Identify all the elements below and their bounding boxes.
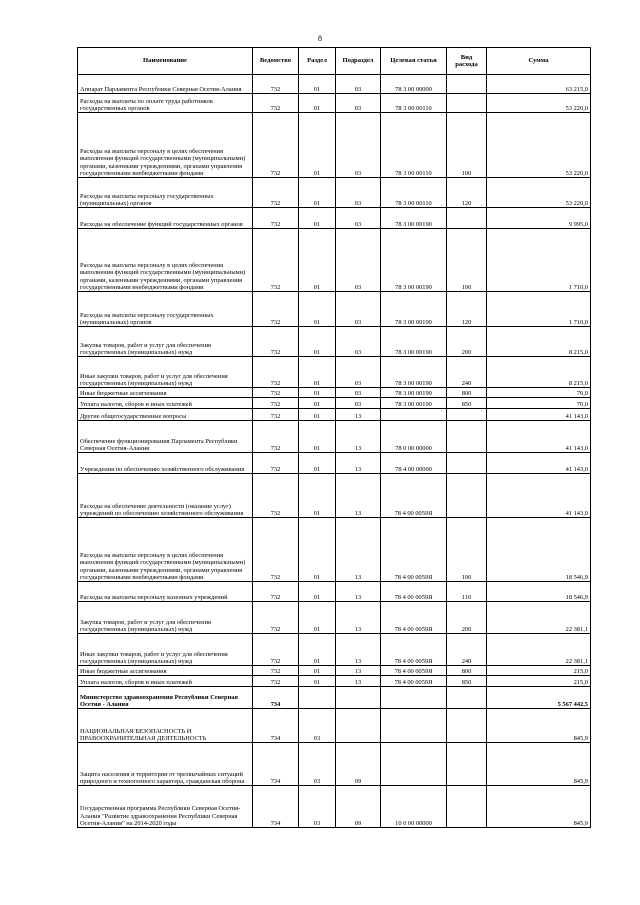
cell-razdel: 01 — [299, 229, 336, 292]
cell-summa: 8 215,0 — [487, 357, 591, 388]
cell-vid-raskhoda: 800 — [447, 666, 487, 676]
cell-podrazdel: 03 — [336, 94, 381, 113]
cell-podrazdel: 03 — [336, 327, 381, 357]
cell-celevaya-statya: 78 3 00 00190 — [381, 398, 447, 409]
cell-razdel: 01 — [299, 421, 336, 453]
cell-celevaya-statya: 78 3 00 00000 — [381, 75, 447, 94]
cell-vedomstvo: 732 — [253, 398, 299, 409]
cell-vedomstvo: 732 — [253, 75, 299, 94]
cell-vid-raskhoda: 100 — [447, 518, 487, 582]
cell-vid-raskhoda — [447, 421, 487, 453]
cell-name: Расходы на обеспечение функций государственных органов — [78, 208, 253, 229]
cell-celevaya-statya — [381, 687, 447, 709]
cell-celevaya-statya: 78 4 00 0059Я — [381, 602, 447, 634]
table-row — [78, 709, 591, 743]
cell-razdel: 01 — [299, 666, 336, 676]
cell-name: Министерство здравоохранения Республики Северная Осетия - Алания — [78, 687, 253, 709]
table-row — [78, 743, 591, 786]
cell-vedomstvo: 732 — [253, 327, 299, 357]
cell-podrazdel: 13 — [336, 602, 381, 634]
cell-vedomstvo: 732 — [253, 666, 299, 676]
cell-summa: 9 995,0 — [487, 208, 591, 229]
table-row — [78, 786, 591, 828]
table-body — [78, 75, 591, 828]
cell-razdel: 03 — [299, 743, 336, 786]
cell-celevaya-statya: 78 4 00 0059Я — [381, 582, 447, 602]
cell-podrazdel: 13 — [336, 582, 381, 602]
header-celevaya-statya: Целевая статья — [381, 48, 447, 75]
table-row — [78, 292, 591, 327]
cell-summa: 18 546,9 — [487, 582, 591, 602]
cell-vedomstvo: 732 — [253, 421, 299, 453]
cell-vedomstvo: 732 — [253, 94, 299, 113]
cell-name: Расходы на выплаты персоналу в целях обеспечения выполнения функций государственными (муниципальными) органами, казенными учреждениями, органами управления государственными внебюджетными фондами — [78, 113, 253, 178]
cell-summa: 41 143,0 — [487, 421, 591, 453]
cell-summa: 53 220,0 — [487, 113, 591, 178]
cell-vid-raskhoda: 200 — [447, 602, 487, 634]
cell-razdel: 01 — [299, 398, 336, 409]
cell-name: Закупка товаров, работ и услуг для обеспечения государственных (муниципальных) нужд — [78, 602, 253, 634]
cell-summa: 70,0 — [487, 398, 591, 409]
cell-summa: 53 220,0 — [487, 178, 591, 208]
cell-name: Обеспечение функционирования Парламента Республики Северная Осетия-Алания — [78, 421, 253, 453]
table-row — [78, 388, 591, 398]
cell-razdel: 01 — [299, 409, 336, 421]
cell-vid-raskhoda — [447, 94, 487, 113]
cell-razdel: 01 — [299, 357, 336, 388]
header-podrazdel: Подраздел — [336, 48, 381, 75]
table-row — [78, 113, 591, 178]
table-row — [78, 398, 591, 409]
cell-vedomstvo: 732 — [253, 582, 299, 602]
table-row — [78, 582, 591, 602]
table-row — [78, 75, 591, 94]
cell-vedomstvo: 732 — [253, 113, 299, 178]
cell-celevaya-statya: 78 3 00 00190 — [381, 292, 447, 327]
cell-razdel: 01 — [299, 474, 336, 518]
cell-summa: 41 143,0 — [487, 453, 591, 474]
cell-vid-raskhoda: 850 — [447, 676, 487, 687]
cell-vid-raskhoda — [447, 208, 487, 229]
cell-vid-raskhoda: 200 — [447, 327, 487, 357]
header-name: Наименование — [78, 48, 253, 75]
table-row — [78, 94, 591, 113]
cell-vid-raskhoda — [447, 75, 487, 94]
cell-vedomstvo: 732 — [253, 178, 299, 208]
cell-summa: 41 143,0 — [487, 409, 591, 421]
cell-podrazdel: 13 — [336, 474, 381, 518]
cell-vid-raskhoda: 850 — [447, 398, 487, 409]
cell-summa: 70,0 — [487, 388, 591, 398]
cell-vid-raskhoda — [447, 453, 487, 474]
cell-podrazdel: 03 — [336, 292, 381, 327]
cell-podrazdel — [336, 687, 381, 709]
cell-summa: 22 381,1 — [487, 634, 591, 666]
table-header-row — [78, 48, 591, 75]
cell-vedomstvo: 734 — [253, 709, 299, 743]
cell-vid-raskhoda: 120 — [447, 178, 487, 208]
table-row — [78, 409, 591, 421]
cell-podrazdel: 13 — [336, 453, 381, 474]
cell-celevaya-statya — [381, 409, 447, 421]
cell-name: Расходы на выплаты по оплате труда работников государственных органов — [78, 94, 253, 113]
cell-summa: 845,9 — [487, 786, 591, 828]
cell-name: Учреждения по обеспечению хозяйственного обслуживания — [78, 453, 253, 474]
cell-name: Расходы на выплаты персоналу государственных (муниципальных) органов — [78, 178, 253, 208]
cell-name: Расходы на выплаты персоналу в целях обеспечения выполнения функций государственными (муниципальными) органами, казенными учреждениями, органами управления государственными внебюджетными фондами — [78, 229, 253, 292]
cell-razdel: 01 — [299, 453, 336, 474]
cell-vid-raskhoda — [447, 474, 487, 518]
cell-vedomstvo: 732 — [253, 409, 299, 421]
cell-celevaya-statya: 78 4 00 00000 — [381, 453, 447, 474]
table-row — [78, 178, 591, 208]
budget-table — [77, 47, 591, 828]
cell-summa: 5 567 442,5 — [487, 687, 591, 709]
cell-vid-raskhoda: 100 — [447, 229, 487, 292]
cell-podrazdel: 13 — [336, 676, 381, 687]
cell-razdel: 01 — [299, 94, 336, 113]
cell-podrazdel: 03 — [336, 75, 381, 94]
cell-razdel: 01 — [299, 113, 336, 178]
table-row — [78, 602, 591, 634]
cell-vid-raskhoda — [447, 786, 487, 828]
cell-celevaya-statya: 10 0 00 00000 — [381, 786, 447, 828]
cell-celevaya-statya: 78 0 00 00000 — [381, 421, 447, 453]
cell-name: Расходы на выплаты персоналу казенных учреждений — [78, 582, 253, 602]
cell-razdel: 01 — [299, 602, 336, 634]
cell-podrazdel: 03 — [336, 357, 381, 388]
cell-vid-raskhoda: 110 — [447, 582, 487, 602]
cell-celevaya-statya: 78 4 00 0059Я — [381, 676, 447, 687]
cell-podrazdel: 13 — [336, 409, 381, 421]
cell-summa: 8 215,0 — [487, 327, 591, 357]
table-row — [78, 208, 591, 229]
cell-vedomstvo: 732 — [253, 388, 299, 398]
cell-name: Государственная программа Республики Северная Осетия-Алания "Развитие здравоохранения Республики Северная Осетия-Алания" на 2014-2020 годы — [78, 786, 253, 828]
cell-razdel: 01 — [299, 327, 336, 357]
cell-razdel: 01 — [299, 518, 336, 582]
cell-vid-raskhoda — [447, 743, 487, 786]
cell-vedomstvo: 732 — [253, 292, 299, 327]
cell-razdel: 01 — [299, 75, 336, 94]
cell-razdel: 01 — [299, 582, 336, 602]
cell-name: Защита населения и территории от чрезвычайных ситуаций природного и техногенного характера, гражданская оборона — [78, 743, 253, 786]
cell-summa: 1 710,0 — [487, 229, 591, 292]
table-row — [78, 421, 591, 453]
cell-celevaya-statya: 78 3 00 00190 — [381, 208, 447, 229]
cell-vedomstvo: 732 — [253, 518, 299, 582]
cell-summa: 53 220,0 — [487, 94, 591, 113]
header-vedomstvo: Ведомство — [253, 48, 299, 75]
header-summa: Сумма — [487, 48, 591, 75]
cell-razdel: 01 — [299, 676, 336, 687]
cell-razdel: 03 — [299, 709, 336, 743]
cell-vedomstvo: 732 — [253, 676, 299, 687]
cell-razdel: 01 — [299, 634, 336, 666]
table-row — [78, 634, 591, 666]
cell-name: Иные закупки товаров, работ и услуг для обеспечения государственных (муниципальных) нужд — [78, 634, 253, 666]
cell-podrazdel: 13 — [336, 634, 381, 666]
cell-summa: 845,9 — [487, 743, 591, 786]
cell-name: Иные бюджетные ассигнования — [78, 666, 253, 676]
cell-summa: 63 215,0 — [487, 75, 591, 94]
cell-vid-raskhoda: 240 — [447, 634, 487, 666]
cell-vedomstvo: 732 — [253, 357, 299, 388]
table-row — [78, 453, 591, 474]
cell-summa: 41 143,0 — [487, 474, 591, 518]
cell-vedomstvo: 734 — [253, 687, 299, 709]
cell-razdel: 01 — [299, 178, 336, 208]
cell-celevaya-statya: 78 3 00 00110 — [381, 178, 447, 208]
cell-podrazdel: 03 — [336, 388, 381, 398]
cell-celevaya-statya: 78 3 00 00190 — [381, 327, 447, 357]
cell-razdel: 01 — [299, 208, 336, 229]
cell-celevaya-statya: 78 3 00 00190 — [381, 229, 447, 292]
cell-razdel: 01 — [299, 388, 336, 398]
cell-vedomstvo: 734 — [253, 743, 299, 786]
cell-celevaya-statya: 78 4 00 0059Я — [381, 474, 447, 518]
cell-summa: 1 710,0 — [487, 292, 591, 327]
cell-vedomstvo: 732 — [253, 453, 299, 474]
cell-podrazdel — [336, 709, 381, 743]
cell-razdel: 03 — [299, 786, 336, 828]
cell-podrazdel: 13 — [336, 518, 381, 582]
cell-vedomstvo: 732 — [253, 229, 299, 292]
page-number: 8 — [318, 34, 322, 43]
cell-name: Расходы на выплаты персоналу в целях обеспечения выполнения функций государственными (муниципальными) органами, казенными учреждениями, органами управления государственными внебюджетными фондами — [78, 518, 253, 582]
cell-celevaya-statya: 78 3 00 00110 — [381, 113, 447, 178]
cell-vedomstvo: 734 — [253, 786, 299, 828]
cell-razdel: 01 — [299, 292, 336, 327]
cell-vedomstvo: 732 — [253, 602, 299, 634]
table-row — [78, 676, 591, 687]
table-row — [78, 474, 591, 518]
cell-podrazdel: 03 — [336, 113, 381, 178]
cell-vedomstvo: 732 — [253, 474, 299, 518]
cell-name: Расходы на обеспечение деятельности (оказание услуг) учреждений по обеспечению хозяйственного обслуживания — [78, 474, 253, 518]
cell-razdel — [299, 687, 336, 709]
cell-vedomstvo: 732 — [253, 634, 299, 666]
table-row — [78, 687, 591, 709]
table-row — [78, 327, 591, 357]
cell-podrazdel: 03 — [336, 178, 381, 208]
cell-vid-raskhoda — [447, 687, 487, 709]
cell-summa: 215,0 — [487, 676, 591, 687]
cell-name: Уплата налогов, сборов и иных платежей — [78, 398, 253, 409]
cell-celevaya-statya — [381, 709, 447, 743]
cell-celevaya-statya: 78 3 00 00190 — [381, 388, 447, 398]
cell-name: Другие общегосударственные вопросы — [78, 409, 253, 421]
cell-name: Расходы на выплаты персоналу государственных (муниципальных) органов — [78, 292, 253, 327]
cell-vid-raskhoda: 240 — [447, 357, 487, 388]
table-row — [78, 357, 591, 388]
cell-podrazdel: 13 — [336, 666, 381, 676]
cell-podrazdel: 03 — [336, 398, 381, 409]
cell-celevaya-statya: 78 3 00 00190 — [381, 357, 447, 388]
cell-vid-raskhoda — [447, 709, 487, 743]
cell-celevaya-statya: 78 4 00 0059Я — [381, 634, 447, 666]
header-razdel: Раздел — [299, 48, 336, 75]
table-row — [78, 666, 591, 676]
cell-podrazdel: 09 — [336, 786, 381, 828]
table-row — [78, 229, 591, 292]
cell-podrazdel: 03 — [336, 229, 381, 292]
cell-podrazdel: 13 — [336, 421, 381, 453]
cell-summa: 22 381,1 — [487, 602, 591, 634]
cell-summa: 845,9 — [487, 709, 591, 743]
cell-celevaya-statya: 78 4 00 0059Я — [381, 518, 447, 582]
cell-name: Иные закупки товаров, работ и услуг для обеспечения государственных (муниципальных) нужд — [78, 357, 253, 388]
cell-vid-raskhoda: 120 — [447, 292, 487, 327]
cell-summa: 215,0 — [487, 666, 591, 676]
cell-vid-raskhoda: 100 — [447, 113, 487, 178]
cell-celevaya-statya: 78 3 00 00110 — [381, 94, 447, 113]
cell-name: Закупка товаров, работ и услуг для обеспечения государственных (муниципальных) нужд — [78, 327, 253, 357]
header-vid-raskhoda: Вид расхода — [447, 48, 487, 75]
cell-summa: 18 546,9 — [487, 518, 591, 582]
cell-vedomstvo: 732 — [253, 208, 299, 229]
cell-podrazdel: 09 — [336, 743, 381, 786]
cell-name: Уплата налогов, сборов и иных платежей — [78, 676, 253, 687]
cell-vid-raskhoda: 800 — [447, 388, 487, 398]
cell-celevaya-statya: 78 4 00 0059Я — [381, 666, 447, 676]
cell-name: Аппарат Парламента Республики Северная Осетия-Алания — [78, 75, 253, 94]
cell-vid-raskhoda — [447, 409, 487, 421]
table-row — [78, 518, 591, 582]
cell-celevaya-statya — [381, 743, 447, 786]
cell-name: Иные бюджетные ассигнования — [78, 388, 253, 398]
cell-podrazdel: 03 — [336, 208, 381, 229]
cell-name: НАЦИОНАЛЬНАЯ БЕЗОПАСНОСТЬ И ПРАВООХРАНИТЕЛЬНАЯ ДЕЯТЕЛЬНОСТЬ — [78, 709, 253, 743]
